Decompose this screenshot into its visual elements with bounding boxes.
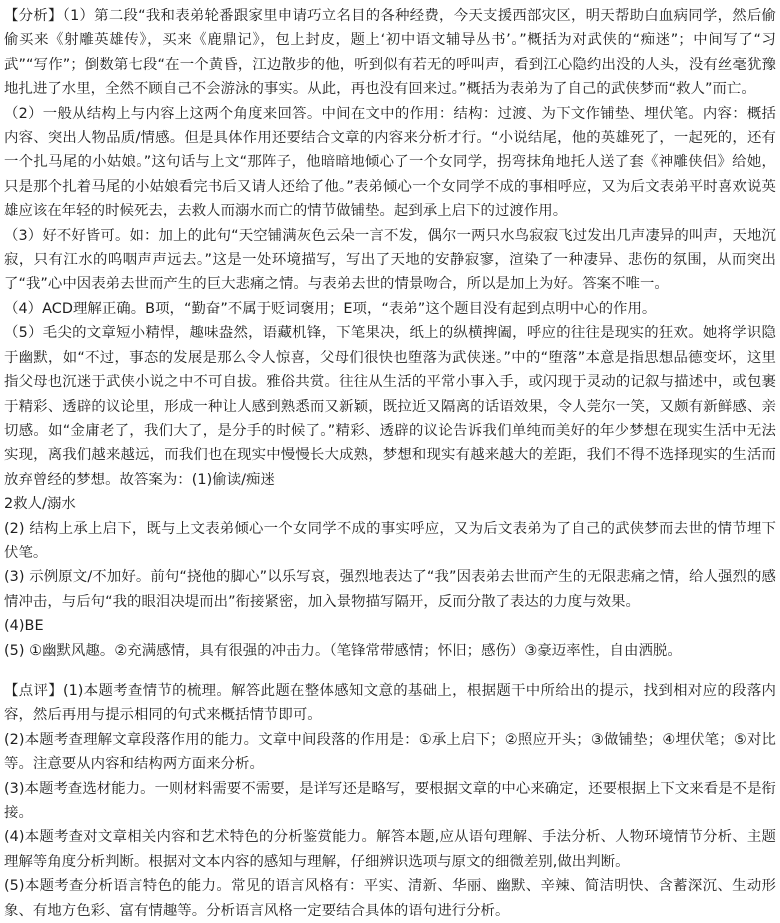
analysis-paragraph-5: （5）毛尖的文章短小精悍，趣味盎然，语藏机锋，下笔果决，纸上的纵横捭阖，呼应的往往是现实的狂欢。她将学识隐于幽默，如“不过，事态的发展是那么令人惊喜，父母们很快也堕落为武侠迷。”中的“堕落”本意是指思想品德变坏，这里指父母也沉迷于武侠小说之中不可自拔。雅俗共赏。往往从生活的平常小事入手，或闪现于灵动的记叙与描述中，或包裹于精彩、透辟的议论里，形成一种让人感到熟悉而又新颖，既拉近又隔离的话语效果，令人莞尔一笑，又颇有新鲜感、亲切感。如“金庸老了，我们大了，是分手的时候了。”精彩、透辟的议论告诉我们单纯而美好的年少梦想在现实生活中无法实现，离我们越来越远，而我们也在现实中慢慢长大成熟，梦想和现实有越来越大的差距，我们不得不选择现实的生活而放弃曾经的梦想。故答案为：(1)偷读/痴迷 — [4, 325, 776, 488]
answer-line-3: (3) 示例原文/不加好。前句“挠他的脚心”以乐写哀，强烈地表达了“我”因表弟去世而产生的无限悲痛之情，给人强烈的感情冲击，与后句“我的眼泪决堤而出”衔接紧密，加入景物描写隔开，反而分散了表达的力度与效果。 — [4, 569, 776, 610]
analysis-section — [4, 4, 776, 663]
analysis-paragraph-1: 【分析】（1）第二段“我和表弟轮番跟家里申请巧立名目的各种经费，今天支援西部灾区，明天帮助白血病同学，然后偷偷买来《射雕英雄传》，买来《鹿鼎记》，包上封皮，题上‘初中语文辅导丛书’。”概括为对武侠的“痴迷”；中间写了“习武”“写作”；倒数第七段“在一个黄昏，江边散步的他，听到似有若无的呼叫声，看到江心隐约出没的人头，没有丝毫犹豫地扎进了水里，全然不顾自己不会游泳的事实。从此，再也没有回来过。”概括为表弟为了自己的武侠梦而“救人”而亡。 — [4, 8, 776, 98]
comment-paragraph-3: (3)本题考查选材能力。一则材料需要不需要，是详写还是略写，要根据文章的中心来确定，还要根据上下文来看是不是衔接。 — [4, 780, 776, 821]
analysis-paragraph-4: （4）ACD理解正确。B项，“勤奋”不属于贬词褒用；E项，“表弟”这个题目没有起到点明中心的作用。 — [4, 300, 657, 317]
answer-line-1: 2救人/溺水 — [4, 496, 76, 513]
comment-section — [4, 679, 776, 923]
analysis-paragraph-3: （3）好不好皆可。如：加上的此句“天空铺满灰色云朵一言不发，偶尔一两只水鸟寂寂飞过发出几声凄异的叫声，天地沉寂，只有江水的呜咽声声远去。”这是一处环境描写，写出了天地的安静寂寥，渲染了一种凄异、悲伤的氛围，从而突出了“我”心中因表弟去世而产生的巨大悲痛之情。与表弟去世的情景吻合，所以是加上为好。答案不唯一。 — [4, 227, 776, 293]
comment-paragraph-4: (4)本题考查对文章相关内容和艺术特色的分析鉴赏能力。解答本题,应从语句理解、手法分析、人物环境情节分析、主题理解等角度分析判断。根据对文本内容的感知与理解，仔细辨识选项与原文的细微差别,做出判断。 — [4, 829, 776, 870]
answer-line-2: (2) 结构上承上启下，既与上文表弟倾心一个女同学不成的事实呼应，又为后文表弟为了自己的武侠梦而去世的情节埋下伏笔。 — [4, 520, 776, 561]
analysis-paragraph-2: （2）一般从结构上与内容上这两个角度来回答。中间在文中的作用：结构：过渡、为下文作铺垫、埋伏笔。内容：概括内容、突出人物品质/情感。但是具体作用还要结合文章的内容来分析才行。“小说结尾，他的英雄死了，一起死的，还有一个扎马尾的小姑娘。”这句话与上文“那阵子，他暗暗地倾心了一个女同学，拐弯抹角地托人送了套《神雕侠侣》给她，只是那个扎着马尾的小姑娘看完书后又请人还给了他。”表弟倾心一个女同学不成的事相呼应，又为后文表弟平时喜欢说英雄应该在年轻的时候死去，去救人而溺水而亡的情节做铺垫。起到承上启下的过渡作用。 — [4, 105, 776, 220]
section-divider-space — [4, 663, 776, 679]
answer-line-4: (4)BE — [4, 618, 44, 635]
comment-paragraph-1: 【点评】(1)本题考查情节的梳理。解答此题在整体感知文意的基础上，根据题干中所给出的提示，找到相对应的段落内容，然后再用与提示相同的句式来概括情节即可。 — [4, 682, 776, 724]
comment-paragraph-5: (5)本题考查分析语言特色的能力。常见的语言风格有：平实、清新、华丽、幽默、辛辣、简洁明快、含蓄深沉、生动形象、有地方色彩、富有情趣等。分析语言风格一定要结合具体的语句进行分析。 — [4, 878, 776, 919]
comment-paragraph-2: (2)本题考查理解文章段落作用的能力。文章中间段落的作用是：①承上启下；②照应开头；③做铺垫；④埋伏笔；⑤对比等。注意要从内容和结构两方面来分析。 — [4, 731, 776, 773]
answer-line-5: (5) ①幽默风趣。②充满感情，具有很强的冲击力。（笔锋常带感情；怀旧；感伤）③豪迈率性，自由洒脱。 — [4, 642, 682, 659]
